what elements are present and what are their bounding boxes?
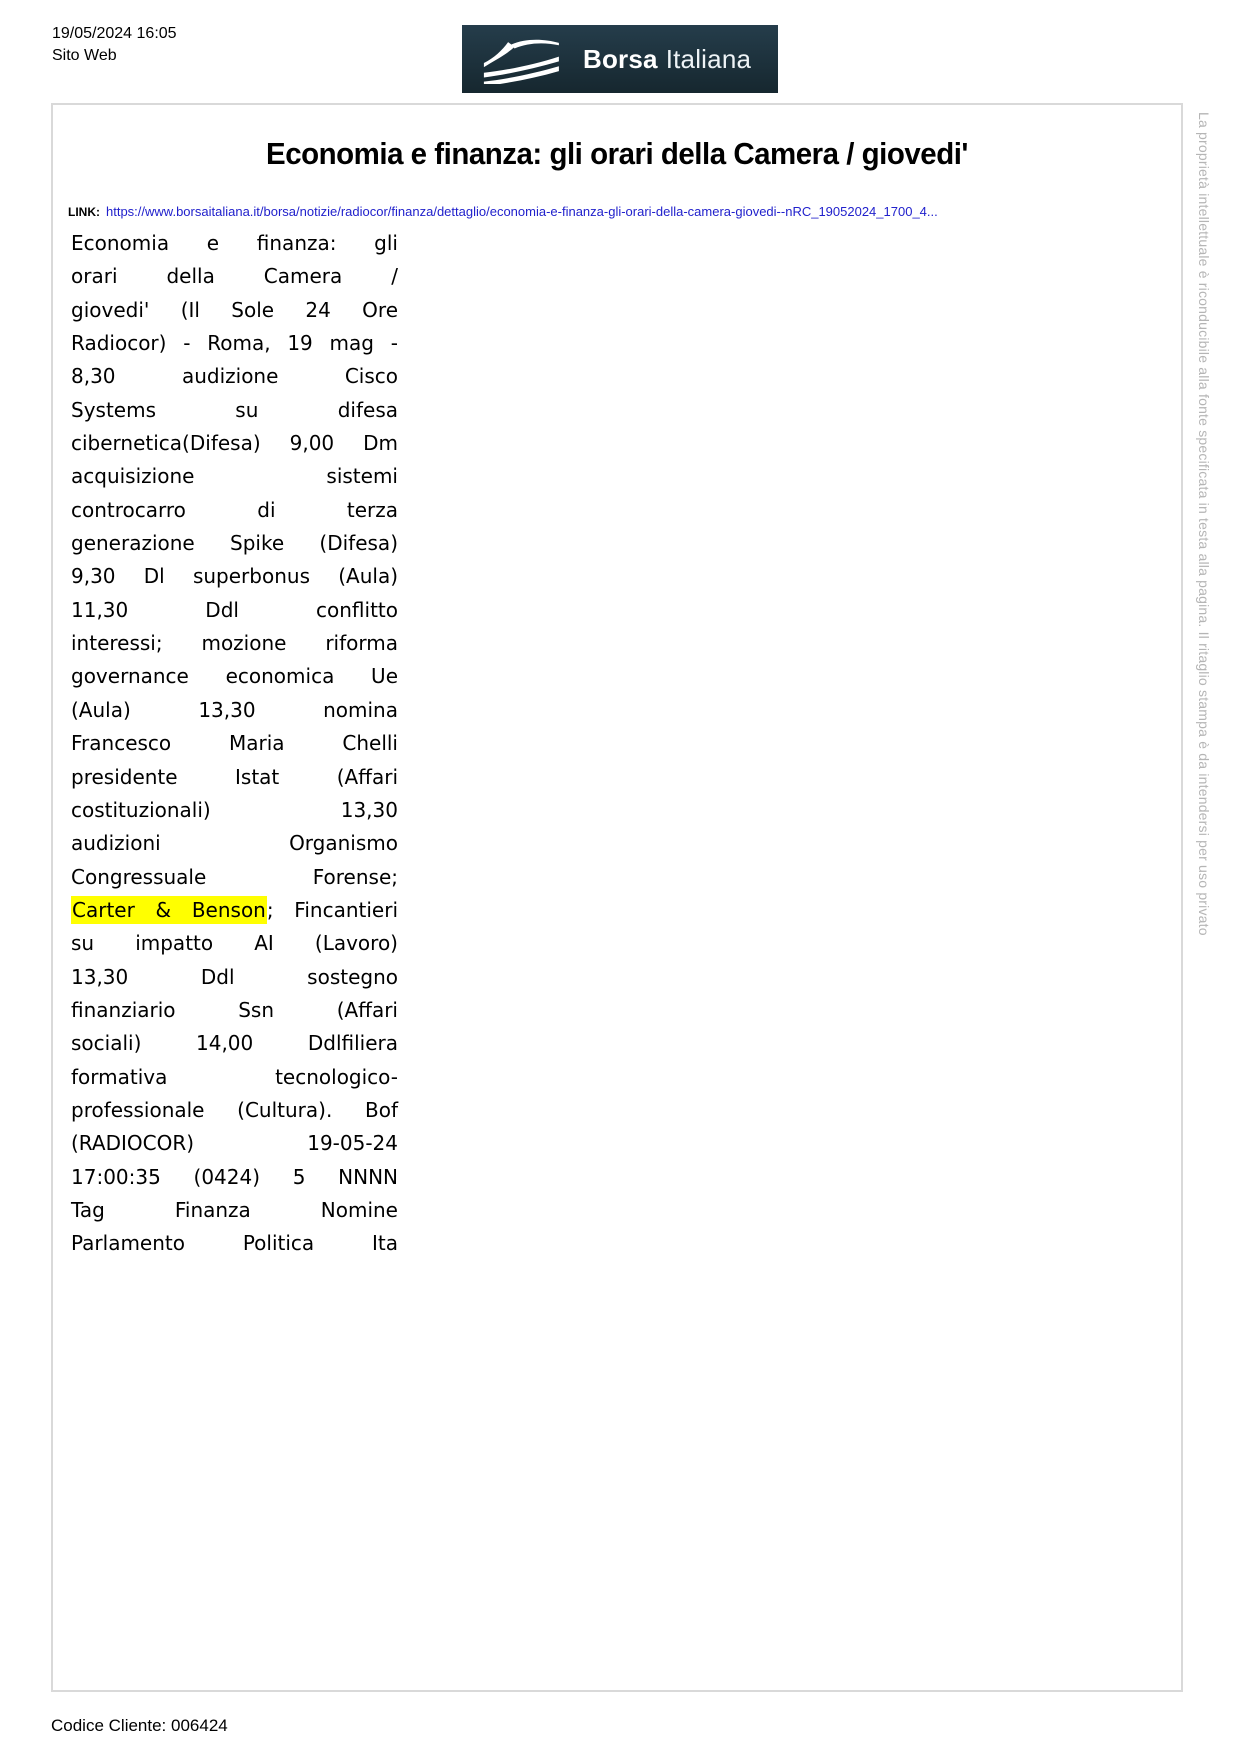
clip-meta bbox=[52, 23, 177, 67]
body-text-segment: formativa tecnologico- bbox=[71, 1064, 398, 1089]
body-line bbox=[71, 727, 398, 760]
body-line bbox=[71, 994, 398, 1027]
body-line bbox=[71, 827, 398, 860]
body-line bbox=[71, 260, 398, 293]
body-text-segment: su impatto AI (Lavoro) bbox=[71, 931, 398, 956]
body-text-segment: (RADIOCOR) 19-05-24 bbox=[71, 1131, 398, 1156]
body-text-segment: (Aula) 13,30 nomina bbox=[71, 697, 398, 722]
article-title: Economia e finanza: gli orari della Camera / giovedi' bbox=[266, 136, 968, 171]
body-text-segment: orari della Camera / bbox=[71, 264, 398, 289]
borsa-chart-waves-icon bbox=[479, 34, 563, 84]
body-line bbox=[71, 1127, 398, 1160]
body-line bbox=[71, 761, 398, 794]
borsa-logo-wordmark bbox=[583, 44, 751, 75]
body-line bbox=[71, 1094, 398, 1127]
body-line bbox=[71, 660, 398, 693]
body-line bbox=[71, 360, 398, 393]
body-line bbox=[71, 1194, 398, 1227]
body-line bbox=[71, 961, 398, 994]
body-line bbox=[71, 1227, 398, 1260]
body-line bbox=[71, 861, 398, 894]
body-line bbox=[71, 460, 398, 493]
body-line bbox=[71, 627, 398, 660]
body-text-segment: 8,30 audizione Cisco bbox=[71, 364, 398, 389]
clip-source: Sito Web bbox=[52, 47, 117, 64]
body-line bbox=[71, 927, 398, 960]
brand-italiana: Italiana bbox=[665, 43, 752, 74]
body-text-segment: cibernetica(Difesa) 9,00 Dm bbox=[71, 431, 398, 456]
body-text-segment: Parlamento Politica Ita bbox=[71, 1231, 398, 1256]
body-text-segment: 11,30 Ddl conflitto bbox=[71, 597, 398, 622]
body-text-segment: finanziario Ssn (Affari bbox=[71, 997, 398, 1022]
body-text-segment: costituzionali) 13,30 bbox=[71, 797, 398, 822]
body-text-segment: giovedi' (Il Sole 24 Ore bbox=[71, 297, 398, 322]
copyright-watermark: La proprietà intellettuale è riconducibile alla fonte specificata in testa alla pagina. Il ritaglio stampa è da intendersi per uso privato bbox=[1196, 112, 1212, 936]
body-line bbox=[71, 894, 398, 927]
body-line bbox=[71, 1061, 398, 1094]
article-body bbox=[71, 227, 398, 1261]
article-link-row bbox=[68, 204, 938, 219]
borsa-italiana-logo bbox=[462, 25, 778, 93]
body-text-segment: presidente Istat (Affari bbox=[71, 764, 398, 789]
body-text-segment: ; Fincantieri bbox=[266, 897, 398, 922]
brand-borsa: Borsa bbox=[583, 43, 658, 74]
body-line bbox=[71, 560, 398, 593]
body-text-segment: controcarro di terza bbox=[71, 497, 398, 522]
body-line bbox=[71, 294, 398, 327]
clip-datetime: 19/05/2024 16:05 bbox=[52, 25, 177, 42]
body-line bbox=[71, 527, 398, 560]
body-text-segment: 9,30 Dl superbonus (Aula) bbox=[71, 564, 398, 589]
body-line bbox=[71, 1161, 398, 1194]
body-text-segment: professionale (Cultura). Bof bbox=[71, 1097, 398, 1122]
highlighted-text: Carter & Benson bbox=[72, 897, 266, 922]
body-text-segment: governance economica Ue bbox=[71, 664, 398, 689]
body-text-segment: Congressuale Forense; bbox=[71, 864, 398, 889]
article-link[interactable]: https://www.borsaitaliana.it/borsa/notizie/radiocor/finanza/dettaglio/economia-e-finanza-gli-orari-della-camera-giovedi--nRC_19052024_1700_4... bbox=[106, 204, 938, 219]
body-line bbox=[71, 1027, 398, 1060]
body-text-segment: Radiocor) - Roma, 19 mag - bbox=[71, 331, 398, 356]
body-text-segment: Systems su difesa bbox=[71, 397, 398, 422]
body-text-segment: Francesco Maria Chelli bbox=[71, 731, 398, 756]
body-text-segment: generazione Spike (Difesa) bbox=[71, 531, 398, 556]
body-line bbox=[71, 594, 398, 627]
body-line bbox=[71, 427, 398, 460]
body-text-segment: sociali) 14,00 Ddlfiliera bbox=[71, 1031, 398, 1056]
body-line bbox=[71, 327, 398, 360]
body-line bbox=[71, 227, 398, 260]
body-line bbox=[71, 794, 398, 827]
body-text-segment: Economia e finanza: gli bbox=[71, 231, 398, 255]
body-line bbox=[71, 694, 398, 727]
body-text-segment: interessi; mozione riforma bbox=[71, 631, 398, 656]
client-code: Codice Cliente: 006424 bbox=[51, 1716, 228, 1735]
body-text-segment: 17:00:35 (0424) 5 NNNN bbox=[71, 1164, 398, 1189]
body-text-segment: audizioni Organismo bbox=[71, 831, 398, 856]
body-text-segment: 13,30 Ddl sostegno bbox=[71, 964, 398, 989]
body-text-segment: Tag Finanza Nomine bbox=[71, 1197, 398, 1222]
body-line bbox=[71, 494, 398, 527]
body-text-segment: acquisizione sistemi bbox=[71, 464, 398, 489]
link-label: LINK: bbox=[68, 205, 100, 219]
body-line bbox=[71, 394, 398, 427]
